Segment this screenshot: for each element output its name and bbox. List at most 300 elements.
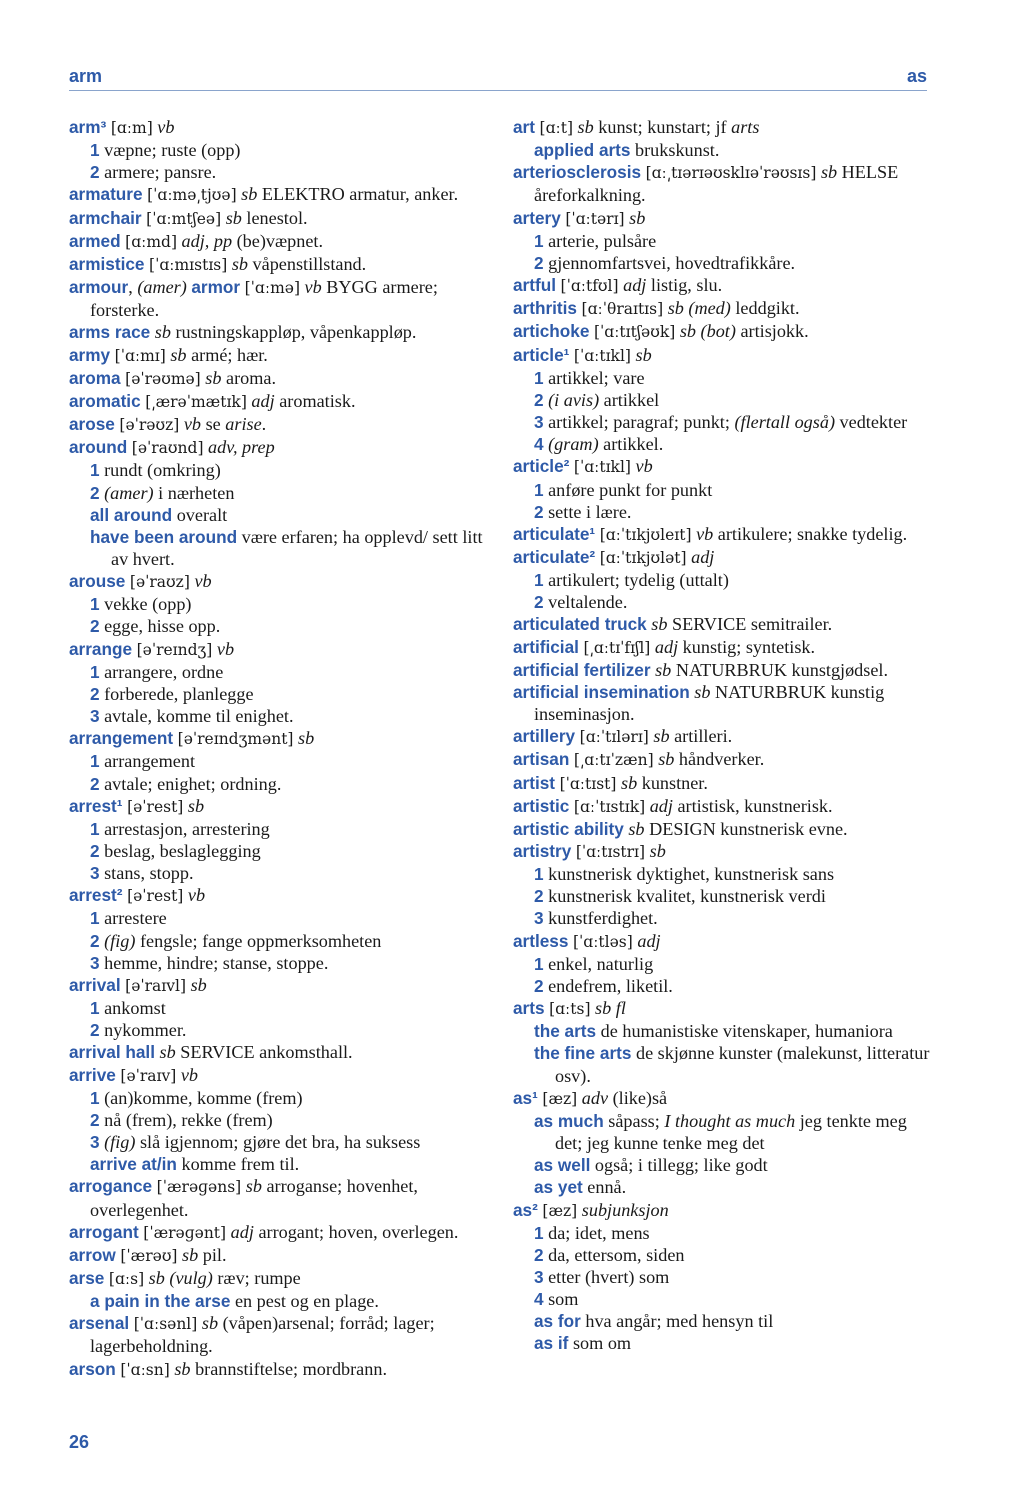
headword: all around	[90, 504, 173, 525]
pronunciation: [ˈɑːmɪstɪs]	[149, 255, 228, 274]
pronunciation: [ɑːmd]	[125, 232, 177, 251]
grammar-label: vb	[180, 1064, 199, 1085]
sense-number: 2	[534, 975, 544, 996]
dictionary-entry	[513, 748, 933, 771]
headword: arm³	[69, 117, 107, 137]
grammar-label: (i avis)	[548, 389, 600, 410]
headword: arrangement	[69, 728, 174, 749]
dictionary-entry	[69, 253, 489, 276]
definition-text: listig, slu.	[646, 275, 723, 296]
definition-text: arrestere	[99, 908, 167, 929]
pronunciation: [ɑː͵tɪərɪəʊsklɪəˈrəʊsɪs]	[645, 164, 817, 183]
headword: artistry	[513, 841, 572, 861]
pronunciation: [ˈɑːtɪtʃəʊk]	[593, 323, 676, 342]
headword: around	[69, 437, 128, 458]
definition-text: vekke (opp)	[99, 594, 192, 615]
definition-text: aromatisk.	[274, 390, 356, 411]
dictionary-subentry	[69, 705, 489, 727]
headword: artistic ability	[513, 818, 624, 839]
sense-number: 1	[90, 594, 100, 615]
definition-text: en pest og en plage.	[230, 1291, 379, 1312]
pronunciation: [ˈɑːmə]	[244, 279, 300, 298]
definition-text: fengsle; fange oppmerksomheten	[135, 930, 382, 951]
definition-text: i nærheten	[153, 482, 235, 503]
definition-text: såpass;	[603, 1110, 665, 1131]
sense-number: 1	[534, 570, 544, 591]
dictionary-entry	[513, 455, 933, 478]
definition-text: (våpen)arsenal; forråd; lager; lagerbeholdning.	[90, 1313, 435, 1357]
definition-text: veltalende.	[543, 592, 628, 613]
headword: armature	[69, 184, 143, 205]
grammar-label: vb	[696, 523, 714, 544]
dictionary-entry	[69, 570, 489, 593]
sense-number: 4	[534, 434, 544, 455]
dictionary-subentry	[513, 1266, 933, 1288]
running-head-left: arm	[69, 66, 103, 86]
sense-number: 2	[534, 886, 544, 907]
dictionary-entry	[69, 436, 489, 459]
grammar-label: vb	[187, 885, 206, 906]
dictionary-entry	[69, 1041, 489, 1063]
sense-number: 3	[534, 1266, 544, 1287]
headword: articulate²	[513, 546, 596, 567]
definition-text: håndverker.	[674, 749, 765, 770]
headword: artichoke	[513, 321, 590, 342]
grammar-label: sb	[245, 1176, 262, 1197]
right-column	[513, 116, 933, 1355]
definition-text: BYGG armere; forsterke.	[90, 277, 438, 321]
grammar-label: sb	[154, 322, 171, 343]
headword: arrest¹	[69, 795, 123, 816]
definition-text: overalt	[172, 504, 228, 525]
definition-text: anføre punkt for punkt	[543, 479, 713, 500]
dictionary-subentry	[513, 1042, 933, 1086]
headword: arrest²	[69, 885, 123, 906]
dictionary-entry	[69, 1358, 489, 1381]
pronunciation: [ˈɑːtɪstrɪ]	[575, 843, 646, 861]
pronunciation: [ɑːm]	[110, 119, 153, 137]
sense-number: 3	[534, 412, 544, 433]
definition-text: SERVICE semitrailer.	[667, 614, 833, 635]
dictionary-entry	[69, 276, 489, 321]
definition-text: væpne; ruste (opp)	[99, 140, 241, 161]
definition-text: som om	[568, 1333, 632, 1354]
dictionary-subentry	[69, 862, 489, 884]
dictionary-subentry	[513, 1222, 933, 1244]
definition-text: forberede, planlegge	[99, 683, 254, 704]
definition-text: arrangere, ordne	[99, 661, 224, 682]
dictionary-entry	[513, 681, 933, 725]
headword: armour	[69, 277, 129, 298]
headword: artificial insemination	[513, 681, 690, 702]
headword: artful	[513, 275, 556, 296]
pronunciation: [ˈærəʊ]	[120, 1246, 178, 1265]
dictionary-entry	[513, 636, 933, 659]
headword: have been around	[90, 526, 238, 547]
definition-text: (like)så	[608, 1087, 668, 1108]
definition-text: artikulert; tydelig (uttalt)	[543, 570, 729, 591]
definition-text: artikkel	[599, 389, 660, 410]
sense-number: 3	[534, 908, 544, 929]
grammar-label: sb	[187, 795, 205, 816]
sense-number: 2	[534, 501, 544, 522]
dictionary-subentry	[69, 1290, 489, 1312]
dictionary-entry	[513, 1199, 933, 1222]
grammar-label: adj	[637, 930, 661, 951]
grammar-label: sb	[159, 1042, 176, 1063]
dictionary-entry	[69, 390, 489, 413]
grammar-label: sb	[649, 841, 666, 861]
sense-number: 2	[534, 1244, 544, 1265]
headword: articulate¹	[513, 523, 596, 544]
definition-text: artikkel; paragraf; punkt;	[543, 412, 735, 433]
dictionary-subentry	[69, 1019, 489, 1041]
grammar-label: sb	[653, 726, 670, 747]
dictionary-entry	[513, 725, 933, 748]
dictionary-subentry	[69, 593, 489, 615]
pronunciation: [ˈɑːtɪst]	[559, 774, 617, 793]
dictionary-entry	[69, 321, 489, 343]
sense-number: 1	[534, 1222, 544, 1243]
sense-number: 1	[90, 818, 100, 839]
definition-text: våpenstillstand.	[248, 253, 367, 274]
definition-text: beslag, beslaglegging	[99, 841, 261, 861]
pronunciation: [ɑːts]	[549, 1000, 591, 1019]
sense-number: 2	[90, 773, 100, 794]
definition-text: vedtekter	[835, 412, 908, 433]
pronunciation: [əˈreɪndʒmənt]	[177, 730, 294, 749]
definition-text: sette i lære.	[543, 501, 632, 522]
headword: artisan	[513, 749, 570, 770]
pronunciation: [ɑːˈtɪkjʊleɪt]	[599, 525, 692, 544]
dictionary-subentry	[513, 1154, 933, 1176]
definition-text: egge, hisse opp.	[99, 616, 221, 637]
sense-number: 1	[90, 908, 100, 929]
grammar-label: adv	[581, 1087, 609, 1108]
grammar-label: sb	[241, 184, 258, 205]
dictionary-subentry	[513, 1020, 933, 1042]
dictionary-entry	[69, 1312, 489, 1357]
definition-text: (an)komme, komme (frem)	[99, 1087, 303, 1108]
dictionary-subentry	[513, 479, 933, 501]
dictionary-subentry	[69, 615, 489, 637]
pronunciation: [əˈrəʊz]	[119, 416, 180, 435]
dictionary-subentry	[69, 683, 489, 705]
grammar-label: (fig)	[104, 1132, 136, 1153]
headword: armchair	[69, 207, 142, 228]
grammar-label: sb	[651, 614, 668, 635]
dictionary-subentry	[513, 1288, 933, 1310]
page-number: 26	[69, 1432, 90, 1452]
definition-text: arrogant; hoven, overlegen.	[253, 1221, 459, 1242]
headword: arsenal	[69, 1313, 130, 1334]
sense-number: 1	[90, 1087, 100, 1108]
headword: as if	[534, 1333, 569, 1354]
dictionary-subentry	[69, 504, 489, 526]
grammar-label: (fig)	[104, 930, 136, 951]
pronunciation: [ɑːˈtɪlərɪ]	[579, 728, 649, 747]
headword: aroma	[69, 367, 121, 388]
grammar-label: sb	[635, 344, 652, 365]
grammar-label: (amer)	[104, 482, 154, 503]
grammar-label: adj	[654, 636, 679, 657]
sense-number: 1	[534, 953, 544, 974]
definition-text: artikkel.	[598, 434, 664, 455]
dictionary-subentry	[513, 569, 933, 591]
definition-text: ankomst	[99, 998, 166, 1019]
dictionary-subentry	[513, 975, 933, 997]
grammar-label: sb	[577, 117, 594, 137]
grammar-label: sb	[174, 1358, 191, 1379]
grammar-label: adv, prep	[208, 437, 275, 458]
headword: arrival	[69, 974, 121, 995]
grammar-label: sb	[190, 974, 207, 995]
headword: arrow	[69, 1244, 116, 1265]
definition-text: jeg tenkte meg det; jeg kunne tenke meg det	[555, 1110, 907, 1154]
headword: articulated truck	[513, 614, 647, 635]
pronunciation: [əˈraɪv]	[120, 1066, 177, 1085]
dictionary-entry	[69, 1064, 489, 1087]
dictionary-entry	[513, 297, 933, 320]
dictionary-subentry	[513, 367, 933, 389]
definition-text: rundt (omkring)	[99, 460, 221, 481]
definition-text: arrestasjon, arrestering	[99, 818, 270, 839]
dictionary-entry	[513, 344, 933, 367]
grammar-label: sb	[182, 1244, 199, 1265]
dictionary-subentry	[69, 1153, 489, 1175]
dictionary-subentry	[513, 863, 933, 885]
dictionary-subentry	[69, 818, 489, 840]
headword: artless	[513, 930, 569, 951]
dictionary-entry	[69, 884, 489, 907]
sense-number: 3	[90, 863, 100, 884]
headword: as¹	[513, 1087, 538, 1108]
pronunciation: [͵ɑːtɪˈzæn]	[573, 751, 654, 770]
dictionary-subentry	[513, 1310, 933, 1332]
pronunciation: [ˈɑːsənl]	[133, 1315, 198, 1334]
pronunciation: [ˈɑːtərɪ]	[565, 209, 625, 228]
pronunciation: [ˈɑːtfʊl]	[560, 277, 619, 296]
definition-text: brannstiftelse; mordbrann.	[190, 1358, 387, 1379]
grammar-label: subjunksjon	[581, 1199, 669, 1220]
definition-text: arroganse; hovenhet, overlegenhet.	[90, 1176, 418, 1220]
dictionary-entry	[513, 207, 933, 230]
definition-text: de skjønne kunster (malekunst, litteratur osv).	[555, 1043, 930, 1086]
dictionary-subentry	[513, 1332, 933, 1354]
dictionary-entry	[513, 772, 933, 795]
pronunciation: [ˈɑːtɪkl]	[573, 346, 631, 365]
definition-text: DESIGN kunstnerisk evne.	[644, 818, 848, 839]
dictionary-subentry	[69, 750, 489, 772]
definition-text: nå (frem), rekke (frem)	[99, 1109, 273, 1130]
dictionary-entry	[69, 367, 489, 390]
headword: arson	[69, 1358, 116, 1379]
dictionary-subentry	[513, 501, 933, 523]
dictionary-subentry	[513, 433, 933, 455]
definition-text: (be)væpnet.	[232, 230, 323, 251]
pronunciation: [əˈraʊz]	[129, 573, 190, 592]
definition-text: arrangement	[99, 751, 195, 772]
sense-number: 3	[90, 706, 100, 727]
pronunciation: [͵ærəˈmætɪk]	[145, 392, 247, 411]
definition-text: kunst; kunstart; jf	[593, 117, 732, 137]
grammar-label: (gram)	[548, 434, 599, 455]
header-rule	[69, 90, 927, 91]
dictionary-subentry	[69, 482, 489, 504]
dictionary-entry	[513, 613, 933, 635]
pronunciation: [æz]	[542, 1201, 578, 1220]
dictionary-subentry	[69, 1131, 489, 1153]
definition-text: artikulere; snakke tydelig.	[713, 523, 908, 544]
dictionary-entry	[513, 116, 933, 139]
dictionary-entry	[513, 818, 933, 840]
headword: arrogant	[69, 1221, 139, 1242]
grammar-label: sb	[201, 1313, 219, 1334]
headword: arteriosclerosis	[513, 162, 642, 183]
dictionary-entry	[69, 974, 489, 997]
definition-text: hva angår; med hensyn til	[580, 1311, 774, 1332]
headword: arrive	[69, 1064, 116, 1085]
grammar-label: sb (med)	[667, 298, 731, 319]
pronunciation: [əˈrest]	[127, 797, 184, 816]
pronunciation: [əˈraɪvl]	[125, 976, 187, 995]
grammar-label: vb	[635, 456, 653, 477]
dictionary-entry	[513, 930, 933, 953]
definition-text: være erfaren; ha opplevd/ sett litt av hvert.	[111, 526, 483, 569]
headword: armistice	[69, 253, 145, 274]
definition-text: artisjokk.	[735, 321, 809, 342]
definition-text: kunstnerisk kvalitet, kunstnerisk verdi	[543, 886, 826, 907]
pronunciation: [ɑːˈθraɪtɪs]	[581, 300, 664, 319]
headword: arts	[513, 998, 545, 1019]
definition-text: NATURBRUK kunstgjødsel.	[671, 659, 889, 680]
headword: arose	[69, 414, 115, 435]
grammar-label: sb	[231, 253, 248, 274]
grammar-label: adj	[649, 795, 673, 816]
definition-text: kunstner.	[637, 772, 708, 793]
definition-text: lenestol.	[241, 207, 308, 228]
grammar-label: vb	[216, 638, 235, 659]
grammar-label: sb	[170, 344, 187, 365]
left-column	[69, 116, 489, 1381]
headword: armor	[191, 277, 241, 298]
dictionary-subentry	[513, 252, 933, 274]
dictionary-subentry	[69, 997, 489, 1019]
sense-number: 2	[534, 389, 544, 410]
definition-text: ræv; rumpe	[212, 1267, 301, 1288]
sense-number: 2	[90, 1020, 100, 1041]
pronunciation: [ˈærəɡəns]	[156, 1178, 242, 1197]
sense-number: 2	[90, 162, 100, 183]
headword: arms race	[69, 322, 151, 343]
definition-text: etter (hvert) som	[543, 1266, 670, 1287]
sense-number: 2	[90, 482, 100, 503]
pronunciation: [əˈraʊnd]	[131, 439, 204, 458]
dictionary-subentry	[513, 885, 933, 907]
pronunciation: [ɑːˈtɪkjʊlət]	[599, 548, 687, 567]
definition-text: slå igjennom; gjøre det bra, ha suksess	[135, 1132, 421, 1153]
definition-text: stans, stopp.	[99, 863, 194, 884]
dictionary-entry	[69, 230, 489, 253]
definition-text: kunstferdighet.	[543, 908, 658, 929]
pronunciation: [ˈɑːmə͵tjʊə]	[147, 186, 237, 205]
definition-text: avtale; enighet; ordning.	[99, 773, 282, 794]
grammar-label: adj	[691, 546, 715, 567]
grammar-label: sb	[694, 681, 711, 702]
grammar-label: vb	[157, 117, 175, 137]
grammar-label: sb fl	[595, 998, 626, 1019]
definition-text: komme frem til.	[176, 1154, 300, 1175]
definition-text: nykommer.	[99, 1020, 187, 1041]
headword: as yet	[534, 1177, 583, 1198]
definition-text: kunstig; syntetisk.	[678, 636, 816, 657]
definition-text: pil.	[198, 1244, 227, 1265]
definition-text: se	[201, 414, 226, 435]
sense-number: 1	[534, 367, 544, 388]
headword: article²	[513, 456, 570, 477]
headword: as much	[534, 1110, 604, 1131]
dictionary-subentry	[69, 1087, 489, 1109]
dictionary-entry	[69, 1267, 489, 1290]
sense-number: 3	[90, 952, 100, 973]
definition-text: hemme, hindre; stanse, stoppe.	[99, 952, 329, 973]
dictionary-entry	[69, 116, 489, 139]
headword: as for	[534, 1311, 581, 1332]
dictionary-entry	[69, 1175, 489, 1220]
grammar-label: vb	[304, 277, 322, 298]
grammar-label: vb	[194, 571, 212, 592]
headword: artist	[513, 772, 556, 793]
dictionary-entry	[513, 997, 933, 1020]
definition-text: gjennomfartsvei, hovedtrafikkåre.	[543, 252, 796, 273]
dictionary-subentry	[513, 907, 933, 929]
pronunciation: [ˈærəɡənt]	[143, 1223, 227, 1242]
headword: a pain in the arse	[90, 1291, 231, 1312]
definition-text: aroma.	[221, 367, 276, 388]
dictionary-subentry	[69, 930, 489, 952]
sense-number: 1	[534, 864, 544, 885]
pronunciation: [əˈreɪndʒ]	[136, 640, 213, 659]
dictionary-entry	[69, 1244, 489, 1267]
definition-text: armere; pansre.	[99, 162, 217, 183]
grammar-label: sb	[629, 207, 646, 228]
grammar-label: sb (vulg)	[148, 1267, 213, 1288]
headword: the arts	[534, 1021, 597, 1042]
dictionary-subentry	[513, 230, 933, 252]
headword: article¹	[513, 344, 570, 365]
dictionary-subentry	[69, 1109, 489, 1131]
dictionary-subentry	[513, 411, 933, 433]
pronunciation: [əˈrəʊmə]	[125, 369, 201, 388]
sense-number: 1	[534, 230, 544, 251]
grammar-label: sb	[628, 818, 645, 839]
dictionary-entry	[513, 274, 933, 297]
sense-number: 1	[90, 140, 100, 161]
definition-text: ELEKTRO armatur, anker.	[257, 184, 459, 205]
sense-number: 1	[90, 998, 100, 1019]
headword: artificial	[513, 636, 579, 657]
grammar-label: sb	[621, 772, 638, 793]
pronunciation: [ɑːs]	[108, 1269, 145, 1288]
sense-number: 2	[90, 930, 100, 951]
grammar-label: arise	[225, 414, 262, 435]
dictionary-subentry	[69, 661, 489, 683]
headword: arrogance	[69, 1176, 153, 1197]
dictionary-entry	[513, 659, 933, 681]
definition-text: .	[261, 414, 267, 435]
headword: arrival hall	[69, 1042, 155, 1063]
pronunciation: [əˈrest]	[127, 887, 184, 906]
